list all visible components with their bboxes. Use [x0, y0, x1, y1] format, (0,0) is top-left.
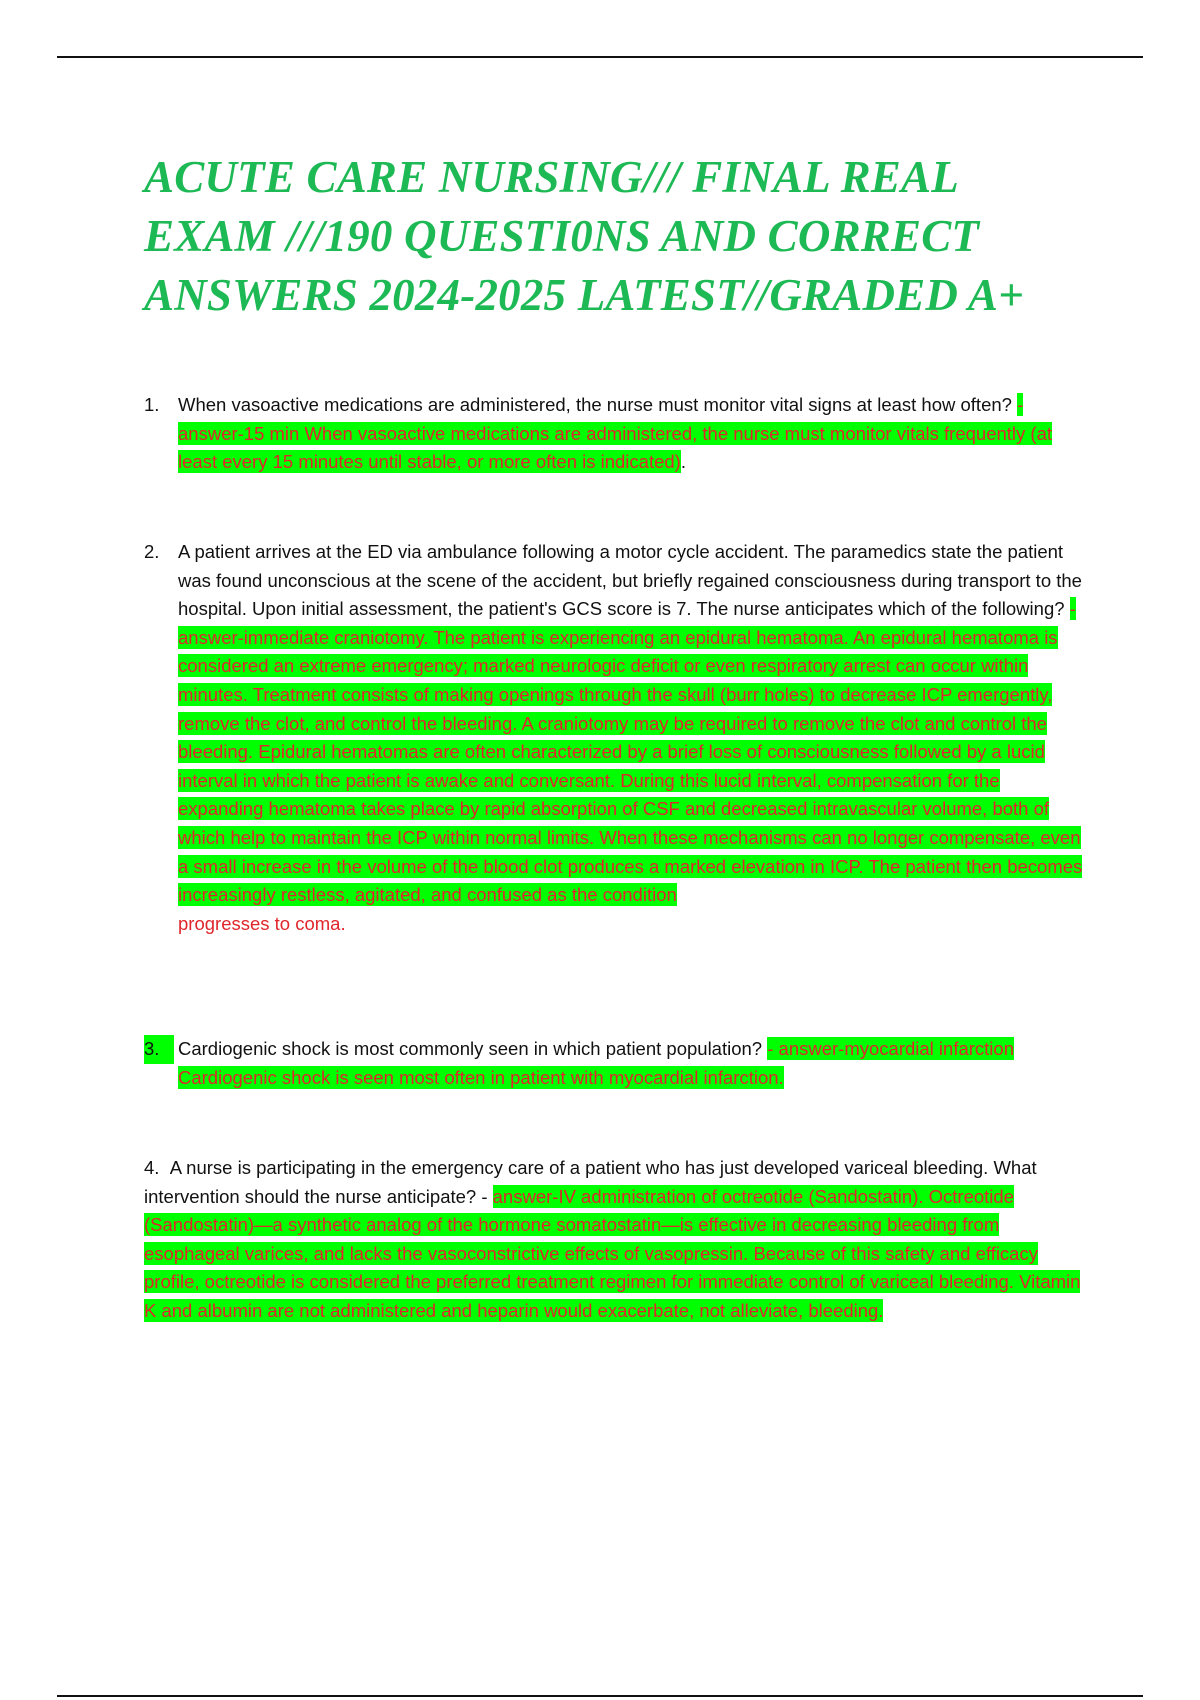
footer-rule: [57, 1695, 1143, 1697]
question-3: [144, 1035, 1084, 1092]
header-rule: [57, 56, 1143, 58]
question-number: 3.: [144, 1035, 174, 1064]
question-text: A patient arrives at the ED via ambulance following a motor cycle accident. The paramedics state the patient was found unconscious at the scene of the accident, but briefly regained consciousness during transport to the hospital. Upon initial assessment, the patient's GCS score is 7. The nurse anticipates which of the following?: [178, 541, 1082, 620]
question-text: A nurse is participating in the emergency care of a patient who has just developed variceal bleeding. What intervention should the nurse anticipate? -: [144, 1157, 1037, 1207]
question-text: Cardiogenic shock is most commonly seen in which patient population?: [178, 1038, 768, 1059]
answer-text: - answer-15 min When vasoactive medications are administered, the nurse must monitor vitals frequently (at least every 15 minutes until stable, or more often is indicated): [178, 394, 1052, 473]
question-1: [144, 391, 1084, 477]
question-number: 1.: [144, 394, 160, 415]
question-4: [144, 1154, 1084, 1326]
question-number: 4.: [144, 1157, 160, 1178]
answer-tail-text: progresses to coma.: [178, 912, 346, 934]
question-number: 2.: [144, 541, 160, 562]
document-title: ACUTE CARE NURSING/// FINAL REAL EXAM ///190 QUESTI0NS AND CORRECT ANSWERS 2024-2025 LATEST//GRADED A+: [144, 152, 1024, 320]
answer-text: answer-IV administration of octreotide (Sandostatin). Octreotide (Sandostatin)—a synthetic analog of the hormone somatostatin—is effective in decreasing bleeding from esophageal varices, and lacks the vasoconstrictive effects of vasopressin. Because of this safety and efficacy profile, octreotide is considered the preferred treatment regimen for immediate control of variceal bleeding. Vitamin K and albumin are not administered and heparin would exacerbate, not alleviate, bleeding.: [144, 1185, 1081, 1321]
answer-text: - answer-immediate craniotomy. The patient is experiencing an epidural hematoma. An epidural hematoma is considered an extreme emergency; marked neurologic deficit or even respiratory arrest can occur within minutes. Treatment consists of making openings through the skull (burr holes) to decrease ICP emergently, remove the clot, and control the bleeding. A craniotomy may be required to remove the clot and control the bleeding. Epidural hematomas are often characterized by a brief loss of consciousness followed by a lucid interval in which the patient is awake and conversant. During this lucid interval, compensation for the expanding hematoma takes place by rapid absorption of CSF and decreased intravascular volume, both of which help to maintain the ICP within normal limits. When these mechanisms can no longer compensate, even a small increase in the volume of the blood clot produces a marked elevation in ICP. The patient then becomes increasingly restless, agitated, and confused as the condition: [178, 598, 1083, 906]
question-2: [144, 538, 1084, 938]
question-text: When vasoactive medications are administered, the nurse must monitor vital signs at least how often?: [178, 394, 1018, 415]
answer-text: - answer-myocardial infarction Cardiogenic shock is seen most often in patient with myocardial infarction.: [178, 1038, 1014, 1088]
answer-trailing-period: .: [680, 451, 686, 473]
